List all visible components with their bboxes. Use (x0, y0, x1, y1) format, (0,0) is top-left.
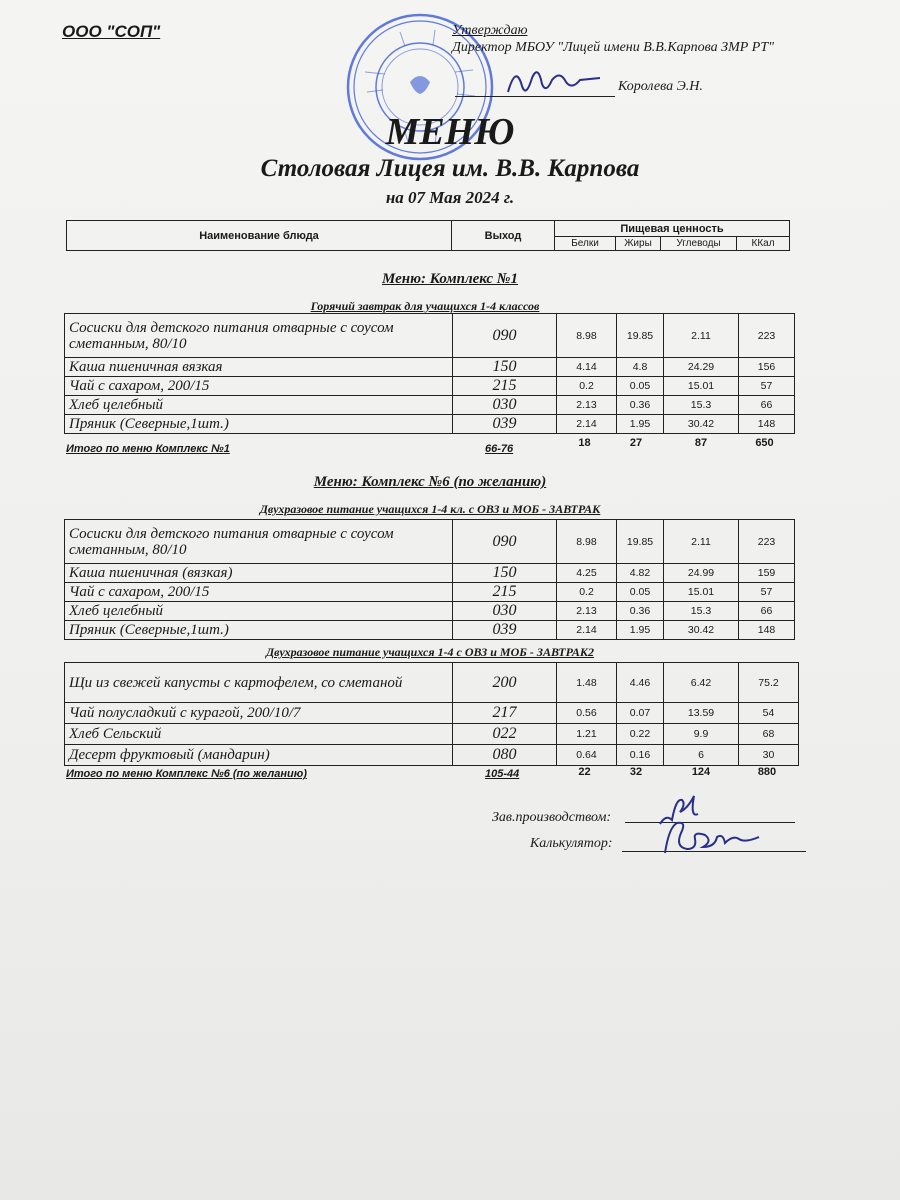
canteen-title: Столовая Лицея им. В.В. Карпова (260, 155, 640, 182)
protein-value: 0.64 (557, 745, 617, 766)
kcal-value: 159 (739, 564, 795, 583)
protein-value: 0.2 (557, 583, 617, 602)
protein-value: 1.21 (557, 724, 617, 745)
menu-row (65, 745, 799, 766)
menu-row (65, 602, 795, 621)
dish-output: 215 (453, 583, 557, 602)
kcal-value: 30 (739, 745, 799, 766)
carbs-value: 6 (664, 745, 739, 766)
director-signature (500, 62, 600, 102)
dish-name: Хлеб Сельский (65, 724, 453, 745)
complex1-total-output: 66-76 (485, 443, 514, 455)
carbs-value: 15.01 (664, 377, 739, 396)
carbs-value: 30.42 (664, 621, 739, 640)
kcal-value: 66 (739, 602, 795, 621)
fat-value: 19.85 (617, 314, 664, 358)
kcal-value: 148 (739, 415, 795, 434)
fat-value: 4.82 (617, 564, 664, 583)
fat-value: 0.22 (617, 724, 664, 745)
dish-name: Каша пшеничная вязкая (65, 358, 453, 377)
kcal-value: 66 (739, 396, 795, 415)
complex1-title: Меню: Комплекс №1 (382, 271, 518, 287)
dish-output: 080 (453, 745, 557, 766)
table-header (66, 220, 790, 251)
column-carbs: Углеводы (661, 237, 737, 251)
fat-value: 19.85 (617, 520, 664, 564)
kcal-value: 223 (739, 314, 795, 358)
protein-value: 8.98 (557, 314, 617, 358)
protein-value: 2.13 (557, 396, 617, 415)
column-output: Выход (452, 221, 555, 251)
fat-value: 0.07 (617, 703, 664, 724)
kcal-value: 57 (739, 583, 795, 602)
complex6-section1: Двухразовое питание учащихся 1-4 кл. с ОВЗ и МОБ - ЗАВТРАК (259, 502, 601, 516)
fat-value: 4.8 (617, 358, 664, 377)
menu-row (65, 724, 799, 745)
dish-name: Сосиски для детского питания отварные с соусом сметанным, 80/10 (65, 520, 453, 564)
column-dish-name: Наименование блюда (67, 221, 452, 251)
menu-row (65, 520, 795, 564)
protein-value: 2.13 (557, 602, 617, 621)
complex1-total-fat: 27 (629, 437, 643, 449)
approver-name: Королева Э.Н. (618, 79, 703, 94)
fat-value: 0.16 (617, 745, 664, 766)
menu-row (65, 396, 795, 415)
fat-value: 0.36 (617, 396, 664, 415)
complex6-total-kcal: 880 (757, 766, 777, 778)
calculator-signature (655, 815, 795, 860)
protein-value: 1.48 (557, 663, 617, 703)
menu-date: на 07 Мая 2024 г. (385, 188, 515, 207)
menu-row (65, 703, 799, 724)
menu-row (65, 583, 795, 602)
carbs-value: 15.01 (664, 583, 739, 602)
kcal-value: 223 (739, 520, 795, 564)
fat-value: 4.46 (617, 663, 664, 703)
column-protein: Белки (555, 237, 616, 251)
protein-value: 4.14 (557, 358, 617, 377)
dish-output: 030 (453, 602, 557, 621)
menu-row (65, 663, 799, 703)
protein-value: 0.56 (557, 703, 617, 724)
dish-name: Чай полусладкий с курагой, 200/10/7 (65, 703, 453, 724)
menu-row (65, 564, 795, 583)
menu-row (65, 415, 795, 434)
kcal-value: 156 (739, 358, 795, 377)
complex1-total-label: Итого по меню Комплекс №1 (66, 443, 230, 455)
dish-output: 215 (453, 377, 557, 396)
complex6-table2 (64, 662, 799, 766)
menu-row (65, 377, 795, 396)
kcal-value: 57 (739, 377, 795, 396)
fat-value: 1.95 (617, 621, 664, 640)
column-nutrition: Пищевая ценность (555, 221, 790, 237)
kcal-value: 148 (739, 621, 795, 640)
kcal-value: 68 (739, 724, 799, 745)
carbs-value: 30.42 (664, 415, 739, 434)
carbs-value: 15.3 (664, 396, 739, 415)
carbs-value: 24.29 (664, 358, 739, 377)
complex1-table (64, 313, 795, 434)
menu-row (65, 358, 795, 377)
dish-name: Хлеб целебный (65, 396, 453, 415)
carbs-value: 2.11 (664, 520, 739, 564)
complex6-total-label: Итого по меню Комплекс №6 (по желанию) (66, 768, 307, 780)
protein-value: 4.25 (557, 564, 617, 583)
fat-value: 0.05 (617, 583, 664, 602)
dish-output: 039 (453, 415, 557, 434)
carbs-value: 2.11 (664, 314, 739, 358)
menu-row (65, 621, 795, 640)
fat-value: 0.05 (617, 377, 664, 396)
dish-name: Каша пшеничная (вязкая) (65, 564, 453, 583)
dish-output: 150 (453, 358, 557, 377)
approver-position: Директор МБОУ "Лицей имени В.В.Карпова ЗМР РТ" (452, 40, 774, 55)
approve-word: Утверждаю (452, 23, 528, 38)
dish-name: Сосиски для детского питания отварные с соусом сметанным, 80/10 (65, 314, 453, 358)
dish-name: Десерт фруктовый (мандарин) (65, 745, 453, 766)
complex1-total-protein: 18 (578, 437, 591, 449)
kcal-value: 75.2 (739, 663, 799, 703)
dish-output: 030 (453, 396, 557, 415)
complex6-table1 (64, 519, 795, 640)
complex1-total-carbs: 87 (694, 437, 708, 449)
dish-name: Щи из свежей капусты с картофелем, со сметаной (65, 663, 453, 703)
complex6-total-protein: 22 (578, 766, 591, 778)
dish-name: Хлеб целебный (65, 602, 453, 621)
protein-value: 2.14 (557, 621, 617, 640)
dish-output: 039 (453, 621, 557, 640)
protein-value: 8.98 (557, 520, 617, 564)
column-fat: Жиры (616, 237, 661, 251)
carbs-value: 13.59 (664, 703, 739, 724)
dish-output: 090 (453, 314, 557, 358)
menu-row (65, 314, 795, 358)
complex1-section: Горячий завтрак для учащихся 1-4 классов (310, 299, 540, 313)
organization-name: ООО "СОП" (62, 22, 161, 41)
complex6-title: Меню: Комплекс №6 (по желанию) (313, 474, 547, 490)
complex6-section2: Двухразовое питание учащихся 1-4 с ОВЗ и МОБ - ЗАВТРАК2 (265, 645, 595, 659)
column-kcal: ККал (737, 237, 790, 251)
complex6-total-carbs: 124 (691, 766, 711, 778)
dish-output: 090 (453, 520, 557, 564)
carbs-value: 24.99 (664, 564, 739, 583)
carbs-value: 6.42 (664, 663, 739, 703)
calculator-label: Калькулятор: (530, 836, 613, 851)
dish-output: 217 (453, 703, 557, 724)
complex6-total-output: 105-44 (485, 768, 520, 780)
protein-value: 2.14 (557, 415, 617, 434)
fat-value: 0.36 (617, 602, 664, 621)
dish-name: Чай с сахаром, 200/15 (65, 583, 453, 602)
dish-output: 200 (453, 663, 557, 703)
dish-output: 022 (453, 724, 557, 745)
dish-name: Пряник (Северные,1шт.) (65, 415, 453, 434)
complex6-total-fat: 32 (629, 766, 643, 778)
kcal-value: 54 (739, 703, 799, 724)
approval-block (452, 22, 782, 56)
complex1-total-kcal: 650 (755, 437, 774, 449)
menu-title: МЕНЮ (385, 111, 515, 153)
production-head-label: Зав.производством: (492, 810, 612, 825)
protein-value: 0.2 (557, 377, 617, 396)
carbs-value: 15.3 (664, 602, 739, 621)
dish-output: 150 (453, 564, 557, 583)
dish-name: Чай с сахаром, 200/15 (65, 377, 453, 396)
fat-value: 1.95 (617, 415, 664, 434)
carbs-value: 9.9 (664, 724, 739, 745)
dish-name: Пряник (Северные,1шт.) (65, 621, 453, 640)
